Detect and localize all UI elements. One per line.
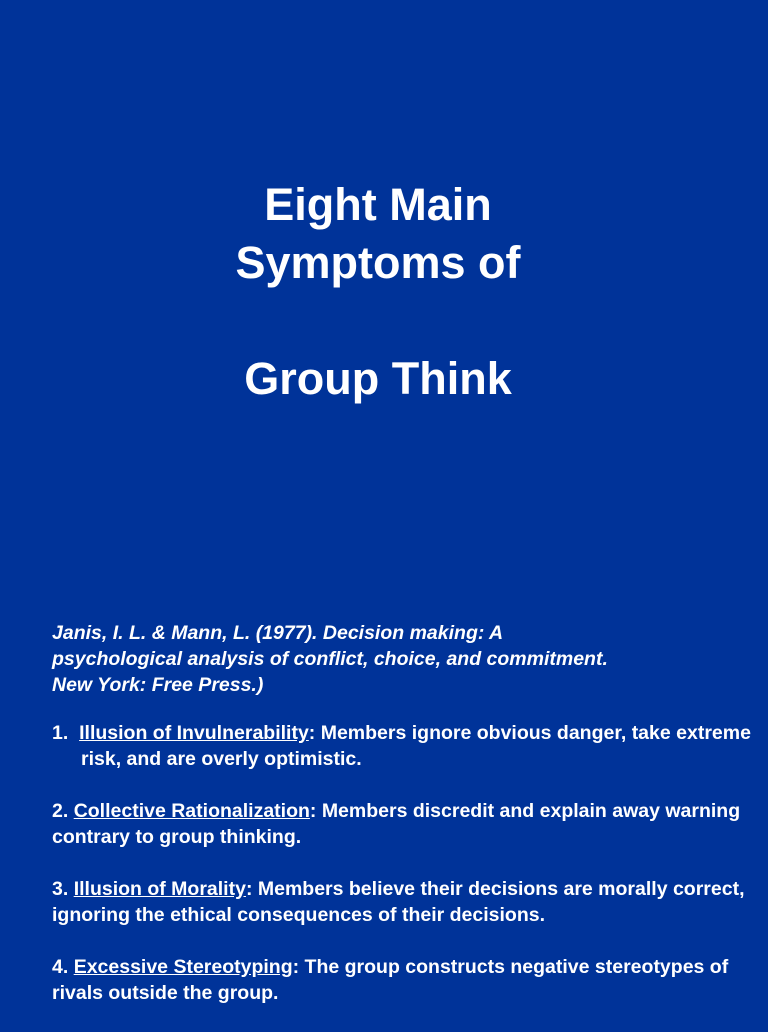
citation-line-1: Janis, I. L. & Mann, L. (1977). Decision making: A: [52, 622, 504, 644]
symptom-description: : Members discredit and explain away warning contrary to group thinking.: [52, 800, 741, 848]
title-line-2: Symptoms of: [235, 237, 521, 288]
symptom-description: : Members believe their decisions are morally correct, ignoring the ethical consequences of their decisions.: [52, 878, 745, 926]
symptom-item-3: [52, 876, 752, 928]
symptom-term: Collective Rationalization: [73, 800, 310, 822]
citation-line-2: psychological analysis of conflict, choice, and commitment.: [52, 648, 608, 670]
slide-title: [0, 176, 756, 408]
symptom-number: 1.: [52, 722, 69, 744]
symptom-number: 3.: [52, 878, 69, 900]
symptom-number: 4.: [52, 956, 69, 978]
symptom-item-1: [52, 720, 752, 772]
symptom-term: Illusion of Morality: [73, 878, 246, 900]
citation: [52, 620, 742, 698]
symptom-term: Illusion of Invulnerability: [79, 722, 309, 744]
symptom-item-2: [52, 798, 752, 850]
symptom-item-4: [52, 954, 752, 1006]
title-line-3: Group Think: [244, 353, 512, 404]
title-line-1: Eight Main: [264, 179, 492, 230]
symptom-list: [52, 720, 752, 1032]
symptom-description: : The group constructs negative stereotypes of rivals outside the group.: [52, 956, 729, 1004]
title-gap: [0, 292, 756, 350]
symptom-description: : Members ignore obvious danger, take extreme risk, and are overly optimistic.: [81, 722, 751, 770]
citation-line-3: New York: Free Press.): [52, 674, 264, 696]
symptom-term: Excessive Stereotyping: [73, 956, 293, 978]
symptom-number: 2.: [52, 800, 69, 822]
